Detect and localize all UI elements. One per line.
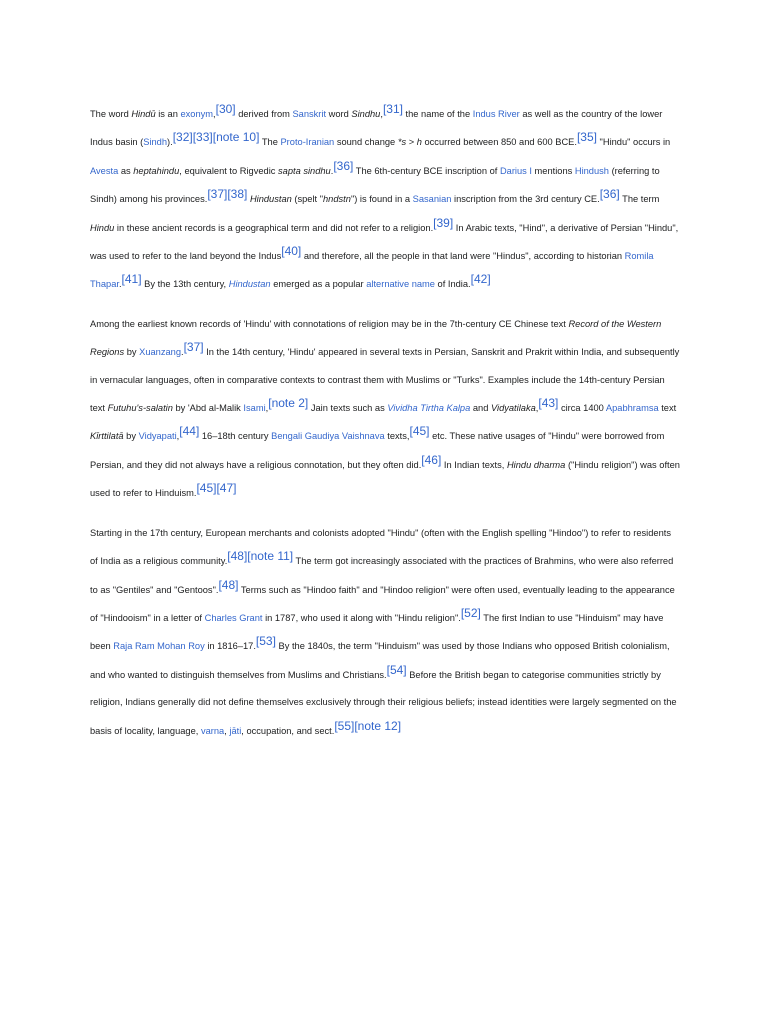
- citation-ref[interactable]: [37]: [207, 187, 228, 202]
- text-run: sound change: [334, 137, 398, 148]
- link-varna[interactable]: varna: [200, 725, 225, 736]
- citation-ref[interactable]: [36]: [599, 187, 620, 202]
- citation-ref[interactable]: [53]: [255, 634, 276, 649]
- text-run: is an: [155, 109, 181, 119]
- link-darius-i[interactable]: Darius I: [499, 165, 532, 176]
- text-run: The: [259, 137, 281, 148]
- text-run: the name of the: [402, 109, 473, 119]
- text-run: ,: [535, 403, 539, 414]
- paragraph-text: [90, 100, 680, 299]
- text-run: word: [326, 109, 352, 119]
- text-run: mentions: [531, 165, 575, 176]
- text-run: by: [124, 347, 140, 358]
- citation-ref[interactable]: [37]: [183, 340, 204, 355]
- text-run: derived from: [235, 109, 293, 119]
- link-avesta[interactable]: Avesta: [90, 165, 119, 176]
- text-run: Starting in the 17th century, European merchants and colonists adopted "Hindu" (often with the English spelling "Hindoo") to refer to residents of India as a religious community.: [90, 527, 671, 567]
- citation-ref[interactable]: [40]: [281, 244, 302, 259]
- link-jati[interactable]: jāti: [229, 725, 242, 736]
- citation-ref[interactable]: [52]: [460, 605, 481, 620]
- italic-text: h: [416, 137, 422, 148]
- text-run: ") is found in a: [350, 194, 413, 205]
- italic-text: sapta sindhu: [278, 165, 331, 176]
- link-bengali-gaudiya-vaishnava[interactable]: Bengali Gaudiya Vaishnava: [271, 431, 385, 442]
- text-run: 16–18th century: [199, 431, 272, 442]
- link-sasanian[interactable]: Sasanian: [412, 194, 452, 205]
- citation-ref[interactable]: [47]: [216, 481, 237, 496]
- citation-ref[interactable]: [55]: [334, 718, 355, 733]
- citation-ref[interactable]: [45]: [196, 481, 217, 496]
- citation-ref[interactable]: [41]: [121, 272, 142, 287]
- italic-text: Hindustan: [249, 194, 292, 205]
- text-run: , occupation, and sect.: [241, 725, 335, 736]
- link-proto-iranian[interactable]: Proto-Iranian: [280, 137, 335, 148]
- citation-ref[interactable]: [30]: [215, 102, 236, 116]
- link-charles-grant[interactable]: Charles Grant: [204, 612, 263, 623]
- link-apabhramsa[interactable]: Apabhramsa: [605, 403, 659, 414]
- citation-ref[interactable]: [48]: [227, 549, 248, 564]
- text-run: in 1787, who used it along with "Hindu religion".: [262, 612, 461, 623]
- text-run: ("Hindu religion") was often used to refer to Hinduism.: [90, 459, 680, 499]
- text-run: Among the earliest known records of 'Hindu' with connotations of religion may be in the 7th-century CE Chinese text: [90, 318, 569, 329]
- link-sindh[interactable]: Sindh: [143, 137, 168, 148]
- italic-text: Futuhu's-salatin: [107, 403, 173, 414]
- text-run: and therefore, all the people in that land were "Hindus", according to historian: [301, 251, 625, 262]
- article-body: [90, 100, 680, 757]
- text-run: "Hindu" occurs in: [596, 137, 671, 148]
- link-indus-river[interactable]: Indus River: [472, 109, 520, 119]
- text-run: ).: [167, 137, 173, 148]
- italic-text: Sindhu: [351, 109, 381, 119]
- citation-ref[interactable]: [35]: [576, 130, 597, 145]
- paragraph-2: [90, 311, 680, 508]
- citation-ref[interactable]: [54]: [386, 662, 407, 677]
- text-run: ,: [224, 725, 230, 736]
- citation-ref[interactable]: [note 12]: [354, 718, 402, 733]
- citation-ref[interactable]: [note 10]: [212, 130, 260, 145]
- link-sanskrit[interactable]: Sanskrit: [292, 109, 327, 119]
- text-run: (referring to Sindh) among his provinces.: [90, 165, 660, 205]
- text-run: The word: [90, 109, 132, 119]
- text-run: The term got increasingly associated with the practices of Brahmins, who were also referred to as "Gentiles" and "Gentoos".: [90, 556, 674, 595]
- link-romila-thapar[interactable]: Romila Thapar: [90, 251, 654, 290]
- text-run: occurred between 850 and 600 BCE.: [421, 137, 577, 148]
- citation-ref[interactable]: [42]: [470, 272, 491, 287]
- citation-ref[interactable]: [43]: [538, 396, 559, 411]
- text-run: The first Indian to use "Hinduism" may have been: [90, 612, 664, 652]
- text-run: and: [470, 403, 491, 414]
- link-vidyapati[interactable]: Vidyapati: [138, 431, 177, 442]
- text-run: ,: [213, 109, 216, 119]
- link-raja-ram-mohan-roy[interactable]: Raja Ram Mohan Roy: [113, 641, 205, 652]
- text-run: of India.: [434, 279, 471, 290]
- citation-ref[interactable]: [39]: [433, 215, 454, 230]
- text-run: etc. These native usages of "Hindu" were borrowed from Persian, and they did not always have a religious connotation, but they often did.: [90, 431, 665, 470]
- citation-ref[interactable]: [46]: [421, 452, 442, 467]
- text-run: The term: [619, 194, 660, 205]
- text-run: By the 1840s, the term "Hinduism" was used by those Indians who opposed British colonialism, and who wanted to distinguish themselves from Muslims and Christians.: [90, 641, 670, 680]
- text-run: .: [181, 347, 184, 358]
- italic-text: heptahindu: [133, 165, 180, 176]
- text-run: In Arabic texts, "Hind", a derivative of Persian "Hindu", was used to refer to the land beyond the Indus: [90, 222, 679, 262]
- text-run: Jain texts such as: [308, 403, 388, 414]
- italic-text: Record of the Western Regions: [90, 318, 662, 358]
- link-xuanzang[interactable]: Xuanzang: [139, 347, 181, 358]
- citation-ref[interactable]: [note 2]: [268, 396, 309, 411]
- paragraph-3: [90, 520, 680, 745]
- text-run: ,: [176, 431, 180, 442]
- citation-ref[interactable]: [38]: [227, 187, 248, 202]
- text-run: Before the British began to categorise communities strictly by religion, Indians generally did not define themselves exclusively through their religious beliefs; instead identities were largely segmented on the basis of locality, language,: [90, 669, 677, 736]
- citation-ref[interactable]: [44]: [179, 424, 200, 439]
- text-run: by 'Abd al-Malik: [172, 403, 244, 414]
- italic-text: Hindu: [90, 222, 115, 233]
- link-exonym[interactable]: exonym: [180, 109, 214, 119]
- italic-text: *s: [397, 137, 407, 148]
- text-run: ,: [380, 109, 383, 119]
- text-run: as: [118, 165, 134, 176]
- text-run: texts,: [384, 431, 410, 442]
- link-isami[interactable]: Isami: [243, 403, 266, 414]
- text-run: , equivalent to Rigvedic: [179, 165, 278, 176]
- text-run: Terms such as "Hindoo faith" and "Hindoo religion" were often used, eventually leading to the appearance of "Hindooism" in a letter of: [90, 584, 675, 623]
- citation-ref[interactable]: [note 11]: [247, 549, 294, 564]
- citation-ref[interactable]: [45]: [409, 424, 430, 439]
- text-run: as well as the country of the lower Indus basin (: [90, 109, 663, 148]
- italic-text: Hindū: [131, 109, 156, 119]
- paragraph-text: [90, 520, 680, 745]
- text-run: circa 1400: [558, 403, 606, 414]
- citation-ref[interactable]: [33]: [192, 130, 213, 145]
- italic-text: Hindu dharma: [506, 459, 566, 470]
- paragraph-1: [90, 100, 680, 299]
- text-run: emerged as a popular: [270, 279, 367, 290]
- italic-text: hndstn: [323, 194, 351, 205]
- text-run: In the 14th century, 'Hindu' appeared in several texts in Persian, Sanskrit and Prakrit within India, and subsequently in vernacular languages, often in comparative contexts to contrast them with Muslims or "Turks". Examples include the 14th-century Persian text: [90, 347, 680, 414]
- citation-ref[interactable]: [36]: [333, 158, 354, 173]
- text-run: (spelt ": [291, 194, 324, 205]
- text-run: text: [658, 403, 677, 414]
- paragraph-text: [90, 311, 680, 508]
- text-run: >: [406, 137, 417, 148]
- text-run: inscription from the 3rd century CE.: [451, 194, 600, 205]
- italic-text: Vidyatilaka: [490, 403, 536, 414]
- text-run: in these ancient records is a geographical term and did not refer to a religion.: [114, 222, 434, 233]
- text-run: in 1816–17.: [204, 641, 256, 652]
- text-run: by: [123, 431, 139, 442]
- citation-ref[interactable]: [32]: [172, 130, 193, 145]
- citation-ref[interactable]: [48]: [218, 577, 239, 592]
- link-alternative-name[interactable]: alternative name: [366, 279, 435, 290]
- text-run: .: [118, 279, 122, 290]
- text-run: .: [330, 165, 334, 176]
- link-hindustan[interactable]: Hindustan: [228, 279, 271, 290]
- text-run: ,: [265, 403, 269, 414]
- link-vividha-tirtha-kalpa[interactable]: Vividha Tirtha Kalpa: [387, 403, 471, 414]
- citation-ref[interactable]: [31]: [382, 102, 403, 116]
- text-run: By the 13th century,: [141, 279, 229, 290]
- italic-text: Kīrttilatā: [90, 431, 124, 442]
- link-hindush[interactable]: Hindush: [574, 165, 609, 176]
- text-run: The 6th-century BCE inscription of: [353, 165, 500, 176]
- text-run: In Indian texts,: [441, 459, 507, 470]
